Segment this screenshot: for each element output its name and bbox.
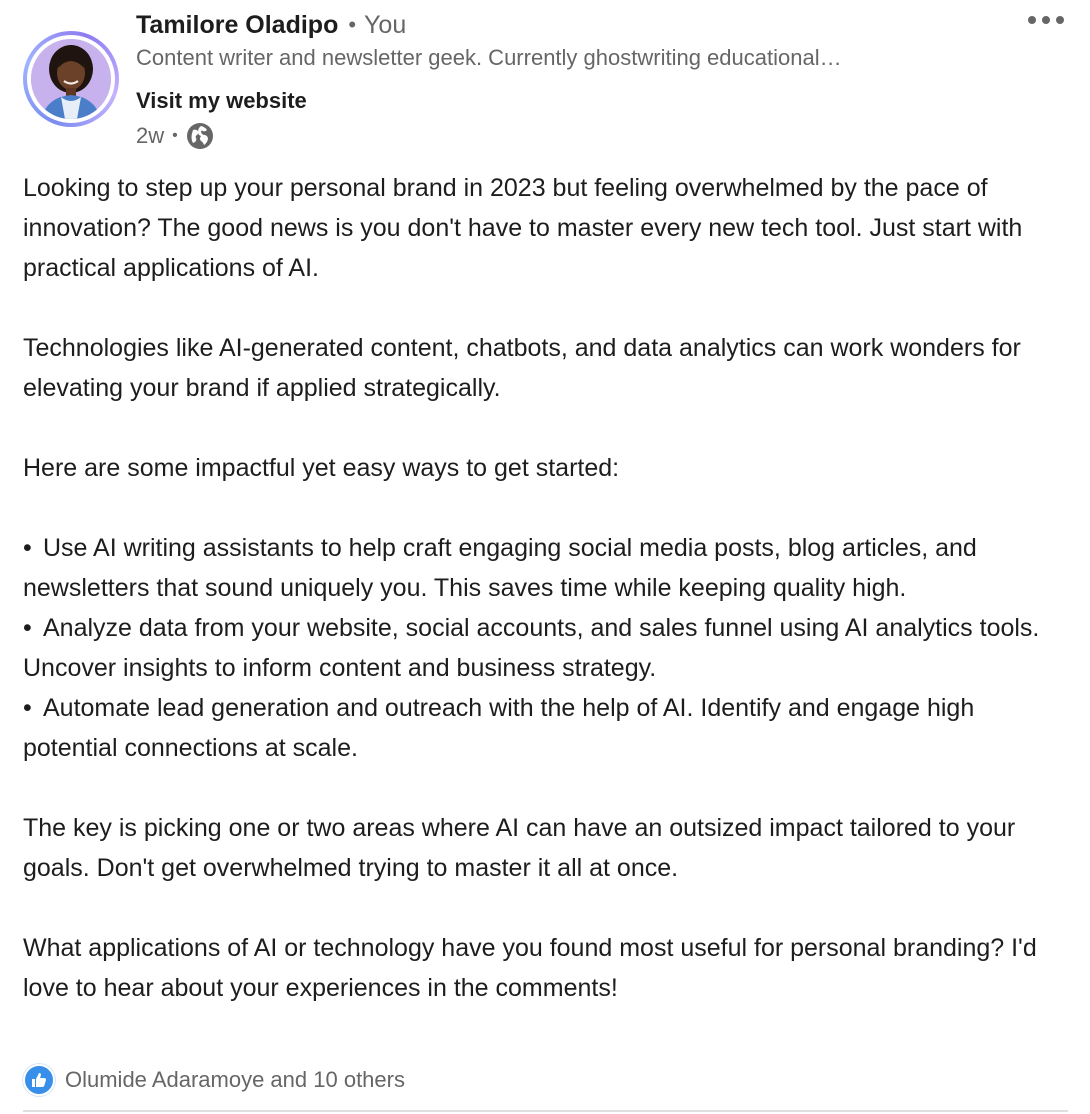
post-paragraph: What applications of AI or technology have you found most useful for personal branding? I'd love to hear about your experiences in the comments!: [23, 934, 1037, 1002]
bullet-item: [23, 528, 1068, 608]
post-paragraph: Looking to step up your personal brand in 2023 but feeling overwhelmed by the pace of innovation? The good news is you don't have to master every new tech tool. Just start with practical applications of AI.: [23, 174, 1023, 282]
name-separator: •: [348, 12, 357, 37]
more-horizontal-icon: [1028, 16, 1064, 24]
post-text: [23, 168, 1068, 1008]
bullet-text: Automate lead generation and outreach with the help of AI. Identify and engage high potential connections at scale.: [23, 694, 975, 762]
author-name[interactable]: Tamilore Oladipo: [136, 10, 339, 39]
author-name-row: [136, 8, 406, 42]
author-headline: Content writer and newsletter geek. Currently ghostwriting educational…: [136, 45, 842, 70]
bullet-text: Use AI writing assistants to help craft engaging social media posts, blog articles, and newsletters that sound uniquely you. This saves time while keeping quality high.: [23, 534, 977, 602]
visit-website-link[interactable]: Visit my website: [136, 88, 307, 113]
bullet-item: [23, 688, 1068, 768]
time-separator: •: [172, 127, 178, 144]
post-paragraph: Here are some impactful yet easy ways to get started:: [23, 454, 620, 482]
post-meta: [136, 121, 214, 151]
avatar-photo: [31, 39, 111, 119]
like-icon: [23, 1064, 55, 1096]
bullet-text: Analyze data from your website, social accounts, and sales funnel using AI analytics tools. Uncover insights to inform content and business strategy.: [23, 614, 1040, 682]
bullet-item: [23, 608, 1068, 688]
bullet-list: [23, 528, 1068, 768]
reactions-summary[interactable]: [23, 1063, 405, 1097]
author-avatar[interactable]: [23, 31, 119, 127]
connection-degree: You: [364, 10, 407, 39]
globe-icon: [186, 122, 214, 150]
divider: [23, 1110, 1068, 1112]
post-menu-button[interactable]: [1020, 8, 1072, 32]
avatar-frame: [27, 35, 115, 123]
post-time: 2w: [136, 123, 165, 148]
post-paragraph: The key is picking one or two areas where AI can have an outsized impact tailored to your goals. Don't get overwhelmed trying to master it all at once.: [23, 814, 1016, 882]
reactions-text: Olumide Adaramoye and 10 others: [65, 1067, 405, 1092]
avatar-image: [31, 39, 111, 119]
post-paragraph: Technologies like AI-generated content, chatbots, and data analytics can work wonders for elevating your brand if applied strategically.: [23, 334, 1021, 402]
